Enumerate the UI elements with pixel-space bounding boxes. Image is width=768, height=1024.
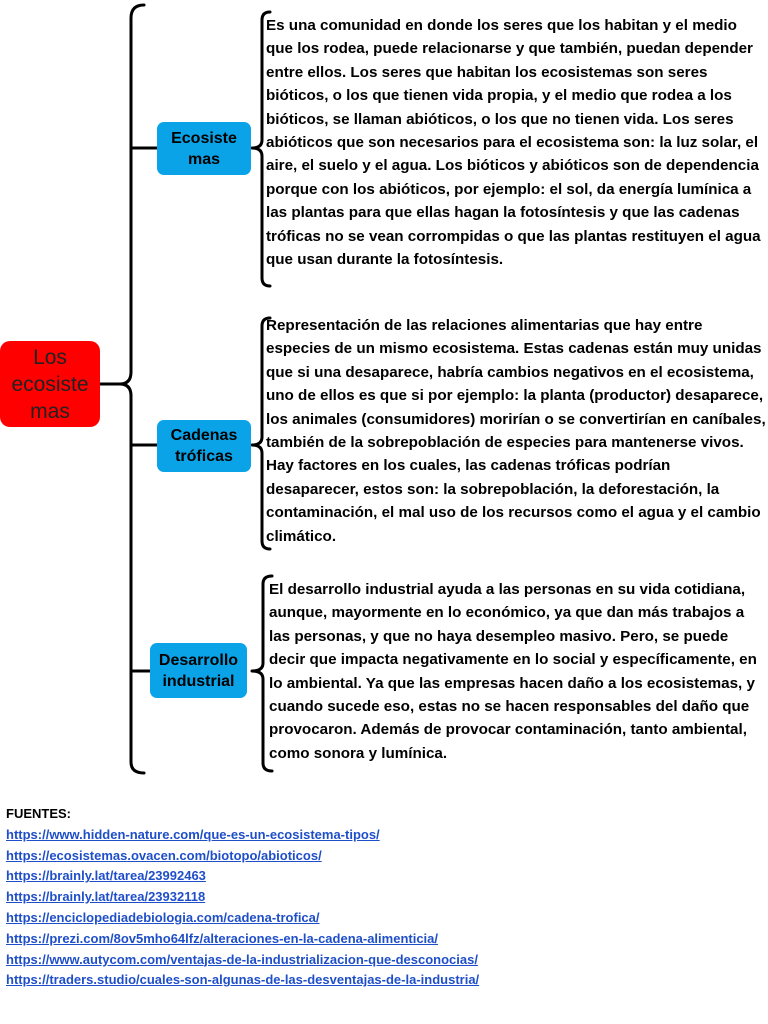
sources-label: FUENTES: [6,806,71,821]
source-link[interactable]: https://prezi.com/8ov5mho64lfz/alteraciones-en-la-cadena-alimenticia/ [6,930,439,946]
branch-description-cadenas-troficas: Representación de las relaciones alimentarias que hay entre especies de un mismo ecosistema. Estas cadenas están muy unidas que si una desaparece, habría cambios negativos en el ecosistema, uno de ellos es que si por ejemplo: la planta (productor) desaparece, los animales (consumidores) morirían o se convertirían en caníbales, también de la sobrepoblación de especies para mantenerse vivos. Hay factores en los cuales, las cadenas tróficas podrían desaparecer, estos son: la sobrepoblación, la deforestación, la contaminación, el mal uso de los recursos como el agua y el cambio climático. [266,317,766,545]
branch-box-ecosistemas [157,122,251,175]
main-topic-box [0,341,100,427]
branch-description-ecosistemas: Es una comunidad en donde los seres que los habitan y el medio que los rodea, puede relacionarse y que también, puedan depender entre ellos. Los seres que habitan los ecosistemas son seres bióticos, o los que tienen vida propia, y el medio que rodea a los bióticos, se llaman abióticos, o los que no tienen vida. Los seres abióticos que son necesarios para el ecosistema son: la luz solar, el aire, el suelo y el agua. Los bióticos y abióticos son de dependencia porque con los abióticos, por ejemplo: el sol, da energía lumínica a las plantas para que ellas hagan la fotosíntesis y que las cadenas tróficas no se vean corrompidas o que las plantas restituyen el agua que usan durante la fotosíntesis. [266,17,761,269]
source-link[interactable]: https://ecosistemas.ovacen.com/biotopo/abioticos/ [6,847,322,863]
source-link[interactable]: https://enciclopediadebiologia.com/cadena-trofica/ [6,909,320,925]
branch-box-cadenas-troficas [157,420,251,472]
branch-description-desarrollo-industrial: El desarrollo industrial ayuda a las personas en su vida cotidiana, aunque, mayormente en lo económico, ya que dan más trabajos a las personas, y que no haya desempleo masivo. Pero, se puede decir que impacta negativamente en lo social y específicamente, en lo ambiental. Ya que las empresas hacen daño a los ecosistemas, y cuando sucede eso, estas no se hacen responsables del daño que provocaron. Además de provocar contaminación, tanto ambiental, como sonora y lumínica. [269,581,757,762]
source-link[interactable]: https://traders.studio/cuales-son-algunas-de-las-desventajas-de-la-industria/ [6,972,480,988]
source-link[interactable]: https://www.autycom.com/ventajas-de-la-industrializacion-que-desconocias/ [6,951,478,967]
branch-box-desarrollo-industrial [150,643,247,698]
source-link[interactable]: https://brainly.lat/tarea/23992463 [6,868,206,884]
branch-label: Cadenas tróficas [170,427,238,465]
branch-label: Desarrollo industrial [158,651,239,690]
main-topic-label: Los ecosiste mas [11,345,89,423]
sources-section [6,804,756,991]
branch-label: Ecosiste mas [171,129,237,168]
source-link[interactable]: https://www.hidden-nature.com/que-es-un-ecosistema-tipos/ [6,826,380,842]
source-link[interactable]: https://brainly.lat/tarea/23932118 [6,889,206,905]
main-bracket [120,5,144,773]
